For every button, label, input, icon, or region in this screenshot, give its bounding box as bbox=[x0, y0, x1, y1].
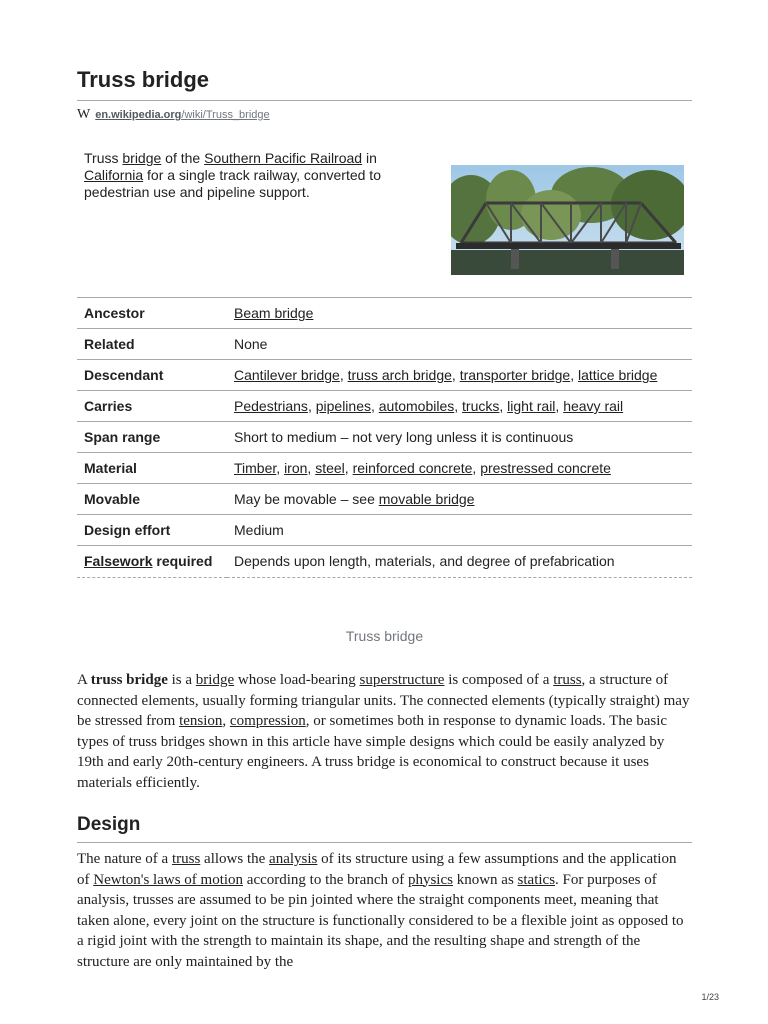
text-run: The nature of a bbox=[77, 851, 172, 867]
text-run: whose load-bearing bbox=[234, 672, 360, 688]
text-run: Span range bbox=[84, 429, 161, 445]
wiki-link[interactable]: compression bbox=[229, 713, 306, 729]
infobox-row bbox=[77, 360, 692, 391]
text-run: , bbox=[499, 398, 508, 414]
wiki-link[interactable]: Newton's laws of motion bbox=[93, 871, 244, 888]
infobox-value bbox=[227, 329, 692, 360]
infobox-label bbox=[77, 360, 227, 391]
wiki-link[interactable]: tension bbox=[179, 713, 223, 729]
wiki-link[interactable]: physics bbox=[407, 871, 453, 888]
text-run: is a bbox=[167, 672, 196, 688]
infobox-label bbox=[77, 298, 227, 329]
text-run: Truss bbox=[84, 150, 123, 166]
infobox-row bbox=[77, 329, 692, 360]
text-run: , bbox=[307, 460, 316, 476]
section-heading-design: Design bbox=[77, 814, 141, 835]
wiki-link[interactable]: automobiles bbox=[378, 398, 455, 414]
text-run: of its structure using a few assumptions and the application of bbox=[77, 851, 677, 888]
text-run: None bbox=[234, 336, 268, 352]
text-run: Ancestor bbox=[84, 305, 145, 321]
wiki-link[interactable]: statics bbox=[517, 871, 556, 888]
text-run: Design effort bbox=[84, 522, 171, 538]
infobox-image-caption bbox=[84, 150, 429, 201]
page-number: 1/23 bbox=[701, 992, 719, 1002]
wiki-link[interactable]: California bbox=[84, 167, 144, 183]
wiki-link[interactable]: transporter bridge bbox=[459, 367, 571, 383]
text-run: A bbox=[77, 672, 91, 688]
infobox-table bbox=[77, 297, 692, 578]
bold-term: truss bridge bbox=[90, 672, 168, 688]
text-run: May be movable – see bbox=[234, 491, 379, 507]
section-divider bbox=[77, 842, 692, 843]
wiki-link[interactable]: truss arch bridge bbox=[347, 367, 452, 383]
design-paragraph bbox=[77, 849, 692, 972]
text-run: , bbox=[570, 367, 578, 383]
wiki-link[interactable]: trucks bbox=[462, 398, 500, 414]
text-run: , bbox=[339, 367, 348, 383]
infobox-label bbox=[77, 484, 227, 515]
text-run: Depends upon length, materials, and degree of prefabrication bbox=[234, 553, 615, 569]
wiki-link[interactable]: Beam bridge bbox=[234, 305, 314, 321]
wiki-link[interactable]: movable bridge bbox=[378, 491, 475, 507]
infobox-row bbox=[77, 515, 692, 546]
wiki-link[interactable]: steel bbox=[315, 460, 345, 476]
wiki-link[interactable]: heavy rail bbox=[563, 398, 624, 414]
text-run: Short to medium – not very long unless it is continuous bbox=[234, 429, 574, 445]
infobox-value bbox=[227, 422, 692, 453]
text-run: Material bbox=[84, 460, 137, 476]
text-run: is composed of a bbox=[444, 672, 554, 688]
text-run: Carries bbox=[84, 398, 133, 414]
intro-paragraph bbox=[77, 670, 692, 793]
wiki-link[interactable]: reinforced concrete bbox=[352, 460, 473, 476]
infobox-footer-caption: Truss bridge bbox=[345, 628, 424, 644]
text-run: , a structure of connected elements, usually forming triangular units. The connected elements (typically straight) may be stressed from bbox=[77, 672, 690, 729]
infobox-row bbox=[77, 484, 692, 515]
wiki-link[interactable]: light rail bbox=[507, 398, 556, 414]
infobox-value bbox=[227, 484, 692, 515]
text-run: , bbox=[370, 398, 379, 414]
source-line bbox=[77, 107, 270, 123]
truss-bridge-photo bbox=[451, 165, 684, 275]
wiki-link[interactable]: prestressed concrete bbox=[480, 460, 611, 476]
infobox-value bbox=[227, 298, 692, 329]
text-run: Movable bbox=[84, 491, 141, 507]
infobox-value bbox=[227, 391, 692, 422]
text-run: known as bbox=[452, 871, 518, 888]
text-run: for a single track railway, converted to pedestrian use and pipeline support. bbox=[84, 167, 381, 200]
infobox-row bbox=[77, 391, 692, 422]
wiki-link[interactable]: truss bbox=[553, 672, 582, 688]
text-run: in bbox=[362, 150, 377, 166]
wikipedia-icon: W bbox=[77, 107, 91, 122]
text-run: , bbox=[276, 460, 285, 476]
text-run: , bbox=[344, 460, 353, 476]
text-run: allows the bbox=[200, 851, 270, 867]
wiki-link[interactable]: analysis bbox=[269, 851, 318, 867]
wiki-link[interactable]: Pedestrians bbox=[234, 398, 308, 414]
infobox-row bbox=[77, 298, 692, 329]
text-run: according to the branch of bbox=[243, 871, 408, 888]
wiki-link[interactable]: iron bbox=[284, 460, 308, 476]
infobox-label bbox=[77, 422, 227, 453]
wiki-link[interactable]: Falsework bbox=[84, 553, 153, 569]
text-run: Descendant bbox=[84, 367, 164, 383]
infobox-label bbox=[77, 391, 227, 422]
title-divider bbox=[77, 100, 692, 101]
infobox-label bbox=[77, 453, 227, 484]
text-run: . For purposes of analysis, trusses are assumed to be pin jointed where the straight components meet, meaning that taken alone, every joint on the structure is functionally considered to be a flexible joint as opposed to a rigid joint with the strength to maintain its shape, and the resulting shape and strength of the structure are only maintained by the bbox=[77, 871, 684, 970]
wiki-link[interactable]: Timber bbox=[234, 460, 277, 476]
wiki-link[interactable]: truss bbox=[171, 851, 201, 867]
text-run: , bbox=[555, 398, 564, 414]
infobox-label bbox=[77, 546, 227, 578]
infobox-value bbox=[227, 546, 692, 578]
source-path-link[interactable]: /wiki/Truss_bridge bbox=[181, 109, 270, 121]
infobox-label bbox=[77, 329, 227, 360]
text-run: , bbox=[472, 460, 481, 476]
infobox-value bbox=[227, 515, 692, 546]
wiki-link[interactable]: lattice bridge bbox=[577, 367, 658, 383]
source-domain-link[interactable]: en.wikipedia.org bbox=[95, 109, 182, 121]
text-run: Medium bbox=[234, 522, 284, 538]
text-run: , bbox=[454, 398, 463, 414]
page-title: Truss bridge bbox=[77, 67, 210, 92]
infobox-row bbox=[77, 422, 692, 453]
wiki-link[interactable]: bridge bbox=[122, 150, 162, 166]
text-run: of the bbox=[161, 150, 205, 166]
wiki-link[interactable]: Southern Pacific Railroad bbox=[204, 150, 363, 166]
wiki-link[interactable]: bridge bbox=[195, 672, 235, 688]
text-run: , bbox=[307, 398, 316, 414]
infobox-row bbox=[77, 453, 692, 484]
text-run: Related bbox=[84, 336, 135, 352]
text-run: required bbox=[152, 553, 213, 569]
infobox-row bbox=[77, 546, 692, 578]
infobox-value bbox=[227, 360, 692, 391]
text-run: , bbox=[222, 713, 230, 729]
wiki-link[interactable]: Cantilever bridge bbox=[234, 367, 340, 383]
text-run: , or sometimes both in response to dynamic loads. The basic types of truss bridges shown in this article have simple designs which could be easily analyzed by 19th and early 20th-century engineers. A truss bridge is economical to construct because it uses materials efficiently. bbox=[77, 713, 668, 791]
text-run: , bbox=[451, 367, 460, 383]
wiki-link[interactable]: pipelines bbox=[315, 398, 371, 414]
infobox-label bbox=[77, 515, 227, 546]
infobox-value bbox=[227, 453, 692, 484]
wiki-link[interactable]: superstructure bbox=[359, 672, 445, 688]
